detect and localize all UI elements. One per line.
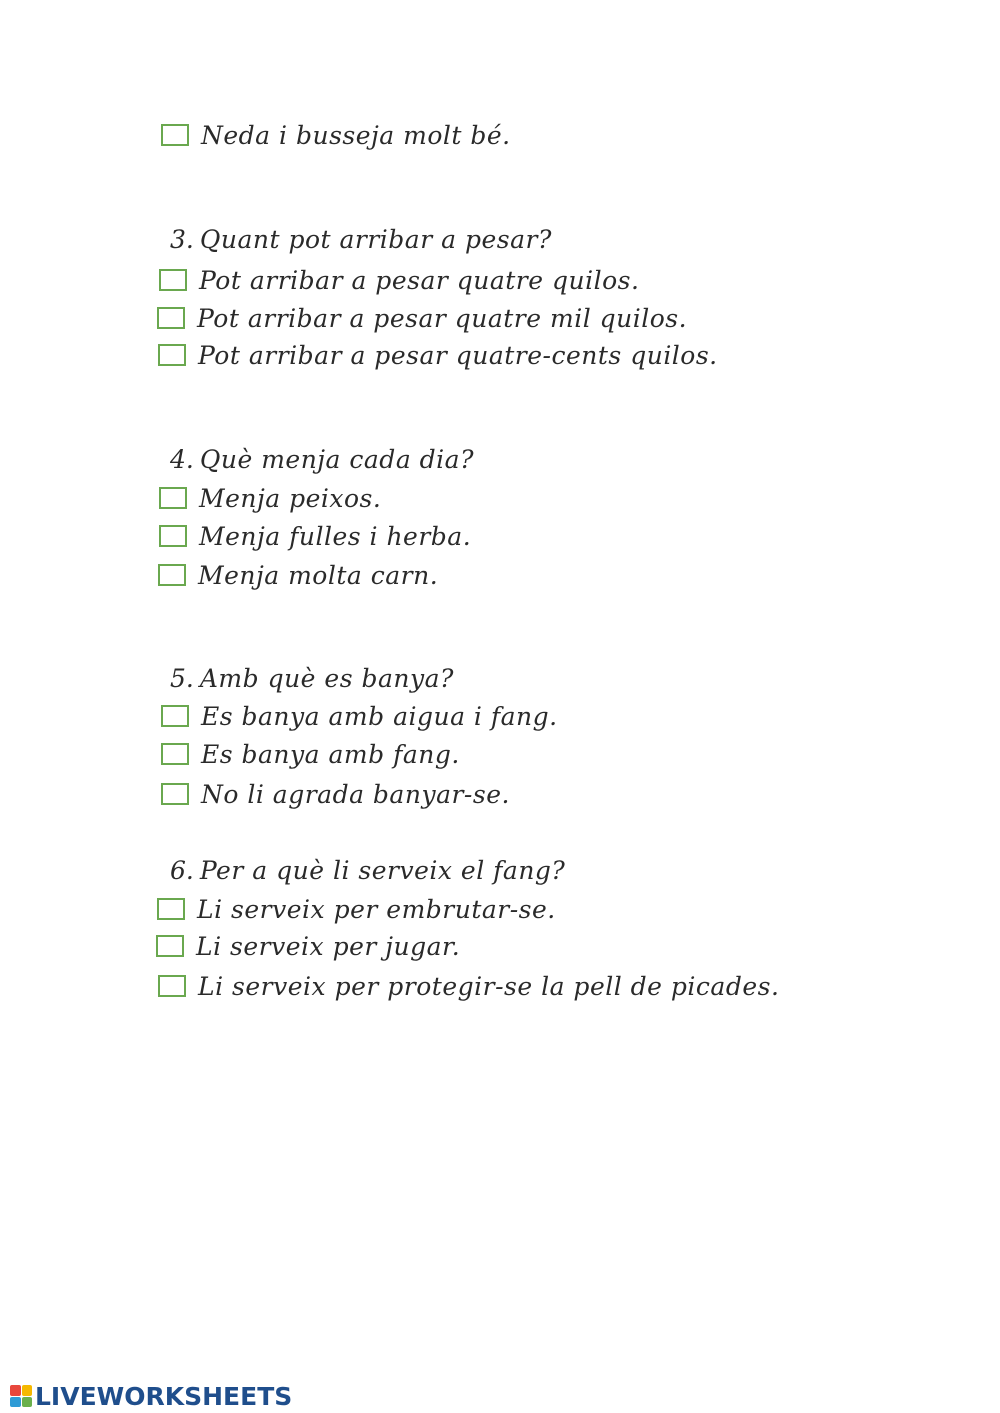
answer-checkbox[interactable] (158, 564, 186, 586)
option-row (159, 262, 639, 298)
option-row (159, 480, 381, 516)
question-number: 4. (170, 444, 194, 474)
logo-square (10, 1397, 21, 1408)
brand-text: LIVEWORKSHEETS (35, 1381, 293, 1411)
option-text: Pot arribar a pesar quatre mil quilos. (197, 303, 688, 333)
option-text: Menja peixos. (199, 483, 382, 513)
answer-checkbox[interactable] (157, 898, 185, 920)
question-4 (170, 441, 474, 477)
answer-checkbox[interactable] (156, 935, 184, 957)
answer-checkbox[interactable] (157, 307, 185, 329)
option-text: Menja molta carn. (198, 560, 439, 590)
question-text: Quant pot arribar a pesar? (199, 224, 552, 254)
answer-checkbox[interactable] (158, 975, 186, 997)
option-text: Li serveix per protegir-se la pell de picades. (198, 971, 780, 1001)
answer-checkbox[interactable] (161, 743, 189, 765)
option-row (158, 968, 779, 1004)
question-number: 5. (170, 663, 194, 693)
option-text: Li serveix per jugar. (196, 931, 461, 961)
option-row (161, 698, 558, 734)
option-row (159, 518, 471, 554)
question-6 (170, 852, 565, 888)
answer-checkbox[interactable] (161, 124, 189, 146)
question-text: Amb què es banya? (199, 663, 454, 693)
option-text: Li serveix per embrutar-se. (197, 894, 556, 924)
question-text: Què menja cada dia? (199, 444, 474, 474)
question-number: 6. (170, 855, 194, 885)
question-3 (170, 221, 552, 257)
answer-checkbox[interactable] (159, 487, 187, 509)
option-row (161, 776, 510, 812)
option-row (158, 337, 718, 373)
option-text: Es banya amb aigua i fang. (201, 701, 558, 731)
option-row (158, 557, 438, 593)
question-text: Per a què li serveix el fang? (199, 855, 566, 885)
option-text: Menja fulles i herba. (199, 521, 472, 551)
question-number: 3. (170, 224, 194, 254)
answer-checkbox[interactable] (159, 269, 187, 291)
option-row (156, 928, 460, 964)
footer-brand (10, 1382, 292, 1410)
option-row (157, 300, 687, 336)
question-5 (170, 660, 454, 696)
answer-checkbox[interactable] (159, 525, 187, 547)
option-text: Neda i busseja molt bé. (201, 120, 511, 150)
option-row (161, 736, 460, 772)
answer-checkbox[interactable] (161, 705, 189, 727)
option-row (161, 117, 511, 153)
option-text: No li agrada banyar-se. (201, 779, 510, 809)
liveworksheets-logo-icon (10, 1385, 32, 1407)
answer-checkbox[interactable] (158, 344, 186, 366)
option-row (157, 891, 556, 927)
answer-checkbox[interactable] (161, 783, 189, 805)
logo-square (10, 1385, 21, 1396)
logo-square (22, 1397, 33, 1408)
option-text: Pot arribar a pesar quatre-cents quilos. (198, 340, 718, 370)
logo-square (22, 1385, 33, 1396)
option-text: Es banya amb fang. (201, 739, 460, 769)
option-text: Pot arribar a pesar quatre quilos. (199, 265, 640, 295)
